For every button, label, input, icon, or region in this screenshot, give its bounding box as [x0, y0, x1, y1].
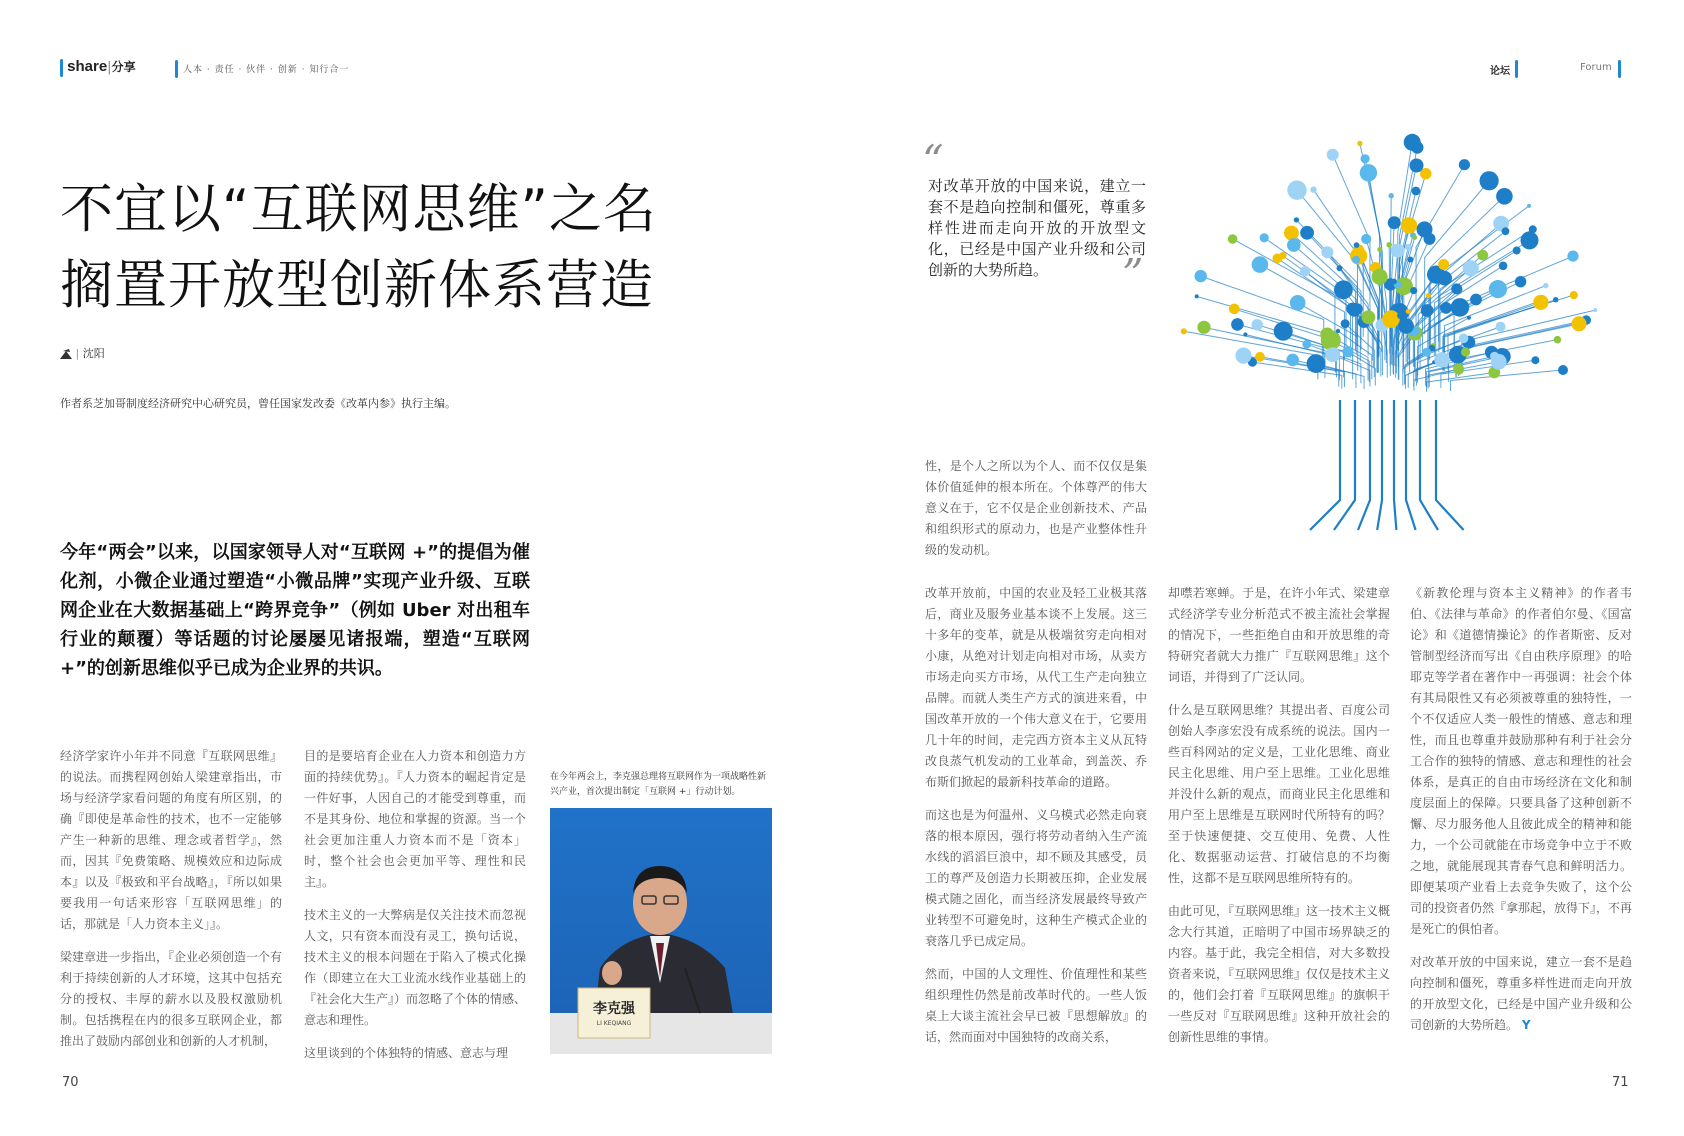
tree-node: [1513, 247, 1521, 255]
tree-node: [1386, 242, 1392, 248]
pen-icon: [60, 349, 72, 359]
tree-node: [1255, 352, 1265, 362]
tree-node: [1453, 364, 1464, 375]
column-e-paragraph: [1410, 952, 1632, 1036]
brand-name: share: [67, 58, 108, 75]
close-quote-icon: ”: [1122, 250, 1144, 299]
column-a: [60, 746, 282, 1064]
tree-node: [1558, 365, 1568, 375]
tree-trunk-line: [1377, 400, 1382, 530]
tree-node: [1279, 252, 1286, 259]
brand-bar-icon: [60, 59, 63, 77]
tree-node: [1406, 309, 1411, 314]
tree-node: [1195, 270, 1207, 282]
tree-node: [1404, 134, 1421, 151]
tree-node: [1302, 340, 1311, 349]
tree-node: [1438, 259, 1449, 270]
lead-paragraph: 今年“两会”以来，以国家领导人对“互联网 +”的提倡为催化剂，小微企业通过塑造“小微品牌”实现产业升级、互联网企业在大数据基础上“跨界竞争”（例如 Uber 对出租车行业的颠覆）等话题的讨论屡屡见诸报端，塑造“互联网 +”的创新思维似乎已成为企业界的共识。: [60, 542, 530, 679]
section-en: Forum: [1580, 62, 1612, 73]
tree-node: [1533, 295, 1548, 310]
tree-node: [1437, 277, 1442, 282]
tree-node: [1410, 159, 1424, 173]
column-c: [925, 583, 1147, 1060]
tree-node: [1235, 348, 1251, 364]
tree-node: [1337, 265, 1343, 271]
tree-node: [1422, 348, 1431, 357]
tree-branch-line: [1451, 370, 1563, 391]
column-a-paragraph: 经济学家许小年并不同意『互联网思维』的说法。而携程网创始人梁建章指出，市场与经济学家看问题的角度有所区别，的确『即使是革命性的技术，也不一定能够产生一种新的思维、理念或者哲学』，然而，因其『免费策略、规模效应和边际成本』以及『极致和平台战略』，『所以如果要我用一句话来形容「互联网思维」的话，那就是「人力资本主义」』。: [60, 749, 282, 931]
tree-node: [1410, 287, 1417, 294]
column-b: [304, 746, 526, 1076]
tree-node: [1341, 319, 1350, 328]
column-c-paragraph: 然而，中国的人文理性、价值理性和某些组织理性仍然是前改革时代的。一些人饭桌上大谈主流社会早已被『思想解放』的话，然而面对中国独特的改商关系，: [925, 967, 1147, 1044]
page-number-left: 70: [62, 1075, 79, 1090]
tree-node: [1515, 276, 1526, 287]
column-d: [1168, 583, 1390, 1060]
tree-node: [1252, 319, 1263, 330]
title-line-1: 不宜以“互联网思维”之名: [60, 179, 657, 240]
tree-node: [1361, 154, 1370, 163]
tree-node: [1567, 251, 1578, 262]
tree-node: [1527, 204, 1531, 208]
tree-node: [1361, 234, 1371, 244]
tree-trunk-line: [1358, 400, 1370, 530]
tree-node: [1377, 247, 1382, 252]
end-mark-icon: Y: [1521, 1018, 1531, 1032]
tree-node: [1451, 298, 1470, 317]
author-name: 沈阳: [82, 347, 105, 360]
column-b-paragraph: 这里谈到的个体独特的情感、意志与理: [304, 1046, 509, 1060]
tree-node: [1405, 244, 1412, 251]
column-e: [1410, 583, 1632, 1048]
tree-node: [1407, 257, 1413, 263]
tree-node: [1287, 181, 1306, 200]
tree-trunk-line: [1406, 400, 1416, 530]
column-b-paragraph: 技术主义的一大弊病是仅关注技术而忽视人文，只有资本而没有灵工，换句话说，技术主义的根本问题在于陷入了模式化操作（即建立在大工业流水线作业基础上的『社会化大生产』）而忽略了个体的情感、意志和理性。: [304, 908, 527, 1027]
tree-node: [1327, 149, 1339, 161]
tree-node: [1412, 235, 1417, 240]
brand-name-cn: 分享: [111, 60, 136, 74]
column-e-paragraph: 《新教伦理与资本主义精神》的作者韦伯、《法律与革命》的作者伯尔曼、《国富论》和《道德情操论》的作者斯密、反对管制型经济而写出《自由秩序原理》的哈耶克等学者在著作中一再强调：社会个体有其局限性又有必须被尊重的独特性，一个不仅适应人类一般性的情感、意志和理性，而且也尊重并鼓励那种有利于社会分工合作的独特的情感、意志和理性的社会体系，是真正的自由市场经济在文化和制度层面上的保障。只要具备了这种创新不懈、尽力服务他人且彼此成全的精神和能力，一个公司就能在市场竞争中立于不败之地，就能展现其青春气息和鲜明活力。即便某项产业看上去竞争失败了，这个公司的投资者仍然『拿那起，放得下』，不再是死亡的俱怕者。: [1410, 586, 1633, 936]
column-d-paragraph: 由此可见，『互联网思维』这一技术主义概念大行其道，正暗明了中国市场界缺乏的内容。基于此，我完全相信，对大多数投资者来说，『互联网思维』仅仅是技术主义的，他们会打着『互联网思维』的旗帜干一些反对『互联网思维』这种开放社会的创新性思维的事情。: [1168, 904, 1391, 1044]
tree-node: [1499, 262, 1508, 271]
nameplate-en: LI KEQIANG: [596, 1020, 632, 1027]
tree-node: [1284, 226, 1299, 241]
tree-node: [1320, 328, 1334, 342]
tree-trunk-line: [1334, 400, 1355, 530]
tree-node: [1346, 303, 1358, 315]
tree-node: [1412, 187, 1421, 196]
tree-node: [1451, 283, 1462, 294]
page-number-right: 71: [1612, 1075, 1629, 1090]
tree-node: [1300, 226, 1314, 240]
tree-node: [1421, 304, 1434, 317]
tree-node: [1228, 234, 1238, 244]
tree-node: [1307, 354, 1326, 373]
tree-node: [1286, 354, 1299, 367]
column-d-paragraph: 什么是互联网思维？其提出者、百度公司创始人李彦宏没有成系统的说法。国内一些百科网站的定义是，工业化思维、商业民主化思维、用户至上思维。工业化思维并没什么新的观点，而商业民主化思维和用户至上思维是互联网时代所特有的吗？至于快速便捷、交互使用、免费、人性化、数据驱动运营、打破信息的不均衡性，这都不是互联网思维所特有的。: [1168, 703, 1390, 885]
tree-node: [1570, 291, 1578, 299]
tree-node: [1357, 141, 1362, 146]
open-quote-icon: “: [922, 136, 944, 185]
nameplate-cn: 李克强: [593, 1001, 635, 1017]
tree-node: [1181, 328, 1187, 334]
tree-node: [1382, 310, 1400, 328]
section-bar-icon: [1515, 58, 1518, 78]
tree-node: [1360, 164, 1377, 181]
tree-node: [1372, 269, 1388, 285]
tree-node: [1195, 294, 1199, 298]
author-bio: 作者系芝加哥制度经济研究中心研究员，曾任国家发改委《改革内参》执行主编。: [60, 397, 456, 410]
tree-node: [1502, 227, 1510, 235]
tree-node: [1467, 316, 1471, 320]
header-brand: share|分享: [60, 58, 136, 77]
tree-branch-line: [1427, 372, 1495, 391]
tree-node: [1229, 304, 1240, 315]
tree-node: [1389, 193, 1394, 198]
tree-branch-line: [1201, 276, 1324, 363]
tree-node: [1260, 233, 1269, 242]
tree-node: [1531, 356, 1539, 364]
tree-branch-line: [1399, 333, 1415, 380]
tree-node: [1388, 216, 1401, 229]
tree-trunk-line: [1310, 400, 1340, 530]
column-d-paragraph: 却噤若寒蝉。于是，在许小年式、梁建章式经济学专业分析范式不被主流社会掌握的情况下，一些拒绝自由和开放思维的奇特研究者就大力推广『互联网思维』这个词语，并得到了广泛认同。: [1168, 586, 1390, 684]
tree-node: [1434, 352, 1449, 367]
column-a-paragraph: 梁建章进一步指出，『企业必须创造一个有利于持续创新的人才环境，这其中包括充分的授权、丰厚的薪水以及股权激励机制。包括携程在内的很多互联网企业，都推出了鼓励内部创业和创新的人才机制，: [60, 950, 283, 1048]
tree-trunk-line: [1436, 400, 1464, 530]
tree-node: [1461, 347, 1470, 356]
title-line-2: 搁置开放型创新体系营造: [60, 255, 654, 316]
tree-node: [1470, 294, 1482, 306]
network-tree-illustration: [1170, 130, 1610, 550]
column-f-paragraph: 性，是个人之所以为个人、而不仅仅是集体价值延伸的根本所在。个体尊严的伟大意义在于，它不仅是企业创新技术、产品和组织形式的原动力，也是产业整体性升级的发动机。: [925, 459, 1147, 557]
tree-node: [1354, 242, 1360, 248]
tree-node: [1391, 244, 1405, 258]
tree-node: [1593, 308, 1597, 312]
section-end-bar-icon: [1618, 58, 1621, 78]
tag-bar-icon: [175, 58, 178, 78]
header-tagline: 人本 · 责任 · 伙伴 · 创新 · 知行合一: [183, 65, 350, 75]
tree-node: [1554, 336, 1562, 344]
tree-node: [1553, 297, 1558, 302]
section-cn: 论坛: [1490, 66, 1510, 77]
tree-node: [1459, 159, 1470, 170]
tree-branch-line: [1389, 245, 1390, 354]
tree-node: [1398, 318, 1414, 334]
premier-photo: [550, 808, 772, 1054]
tree-node: [1424, 233, 1436, 245]
column-b-paragraph: 目的是要培育企业在人力资本和创造力方面的持续优势』。『人力资本的崛起肯定是一件好事，人因自己的才能受到尊重，而不是其身份、地位和掌握的资源。当一个社会更加注重人力资本而不是「资本」时，整个社会也会更加平等、理性和民主』。: [304, 749, 526, 889]
tree-branch-line: [1439, 206, 1529, 342]
tree-branch-line: [1252, 362, 1341, 389]
tree-node: [1334, 280, 1353, 299]
tree-node: [1543, 283, 1548, 288]
tree-branch-line: [1297, 190, 1357, 337]
tree-node: [1459, 334, 1469, 344]
tree-trunk-line: [1394, 400, 1396, 530]
tree-node: [1489, 280, 1507, 298]
tree-node: [1321, 246, 1333, 258]
tree-node: [1397, 313, 1403, 319]
tree-node: [1401, 217, 1417, 233]
tree-node: [1197, 321, 1210, 334]
tree-node: [1496, 188, 1513, 205]
column-c-paragraph: 而这也是为何温州、义乌模式必然走向衰落的根本原因，强行将劳动者纳入生产流水线的滔滔巨浪中，却不顾及其感受，员工的尊严及创造力长期被压抑，企业发展模式随之固化，而当经济发展最终导致产业转型不可避免时，这种生产模式企业的衰落几乎已成定局。: [925, 808, 1147, 948]
page-title: [60, 172, 720, 324]
tree-node: [1290, 295, 1306, 311]
tree-node: [1496, 322, 1506, 332]
column-c-paragraph: 改革开放前，中国的农业及轻工业极其落后，商业及服务业基本谈不上发展。这三十多年的变革，就是从极端贫穷走向相对小康，从绝对计划走向相对市场，从卖方市场走向买方市场，从代工生产走向独立品牌。而就人类生产方式的演进来看，中国改革开放的一个伟大意义在于，它要用几十年的时间，走完西方资本主义从瓦特改良蒸气机发动的工业革命，到盖茨、乔布斯们掀起的最新科技革命的道路。: [925, 586, 1147, 789]
tree-node: [1300, 266, 1310, 276]
tree-node: [1287, 238, 1301, 252]
tree-node: [1440, 302, 1452, 314]
column-e-closing-text: 对改革开放的中国来说，建立一套不是趋向控制和僵死，尊重多样性进而走向开放的开放型文化，已经是中国产业升级和公司创新的大势所趋。: [1410, 955, 1632, 1032]
tree-node: [1274, 322, 1293, 341]
tree-node: [1252, 256, 1269, 273]
photo-caption: 在今年两会上，李克强总理将互联网作为一项战略性新兴产业，首次提出制定「互联网 +」行动计划。: [550, 772, 767, 797]
tree-node: [1294, 217, 1299, 222]
pull-quote: 对改革开放的中国来说，建立一套不是趋向控制和僵死，尊重多样性进而走向开放的开放型文化，已经是中国产业升级和公司创新的大势所趋。: [928, 177, 1146, 279]
tree-node: [1310, 187, 1316, 193]
tree-node: [1336, 329, 1340, 333]
tree-node: [1231, 318, 1244, 331]
tree-node: [1391, 279, 1397, 285]
tree-node: [1362, 310, 1376, 324]
tree-node: [1352, 256, 1360, 264]
tree-node: [1243, 332, 1247, 336]
tree-node: [1342, 346, 1353, 357]
author-line: | 沈阳: [60, 345, 105, 361]
tree-node: [1463, 260, 1479, 276]
tree-node: [1480, 171, 1499, 190]
tree-graphic: [1170, 130, 1610, 550]
tree-node: [1491, 354, 1507, 370]
tree-node: [1572, 316, 1587, 331]
column-f: [925, 456, 1147, 573]
tree-node: [1325, 347, 1340, 362]
tree-node: [1426, 293, 1431, 298]
tree-node: [1477, 250, 1488, 261]
tree-node: [1521, 231, 1539, 249]
